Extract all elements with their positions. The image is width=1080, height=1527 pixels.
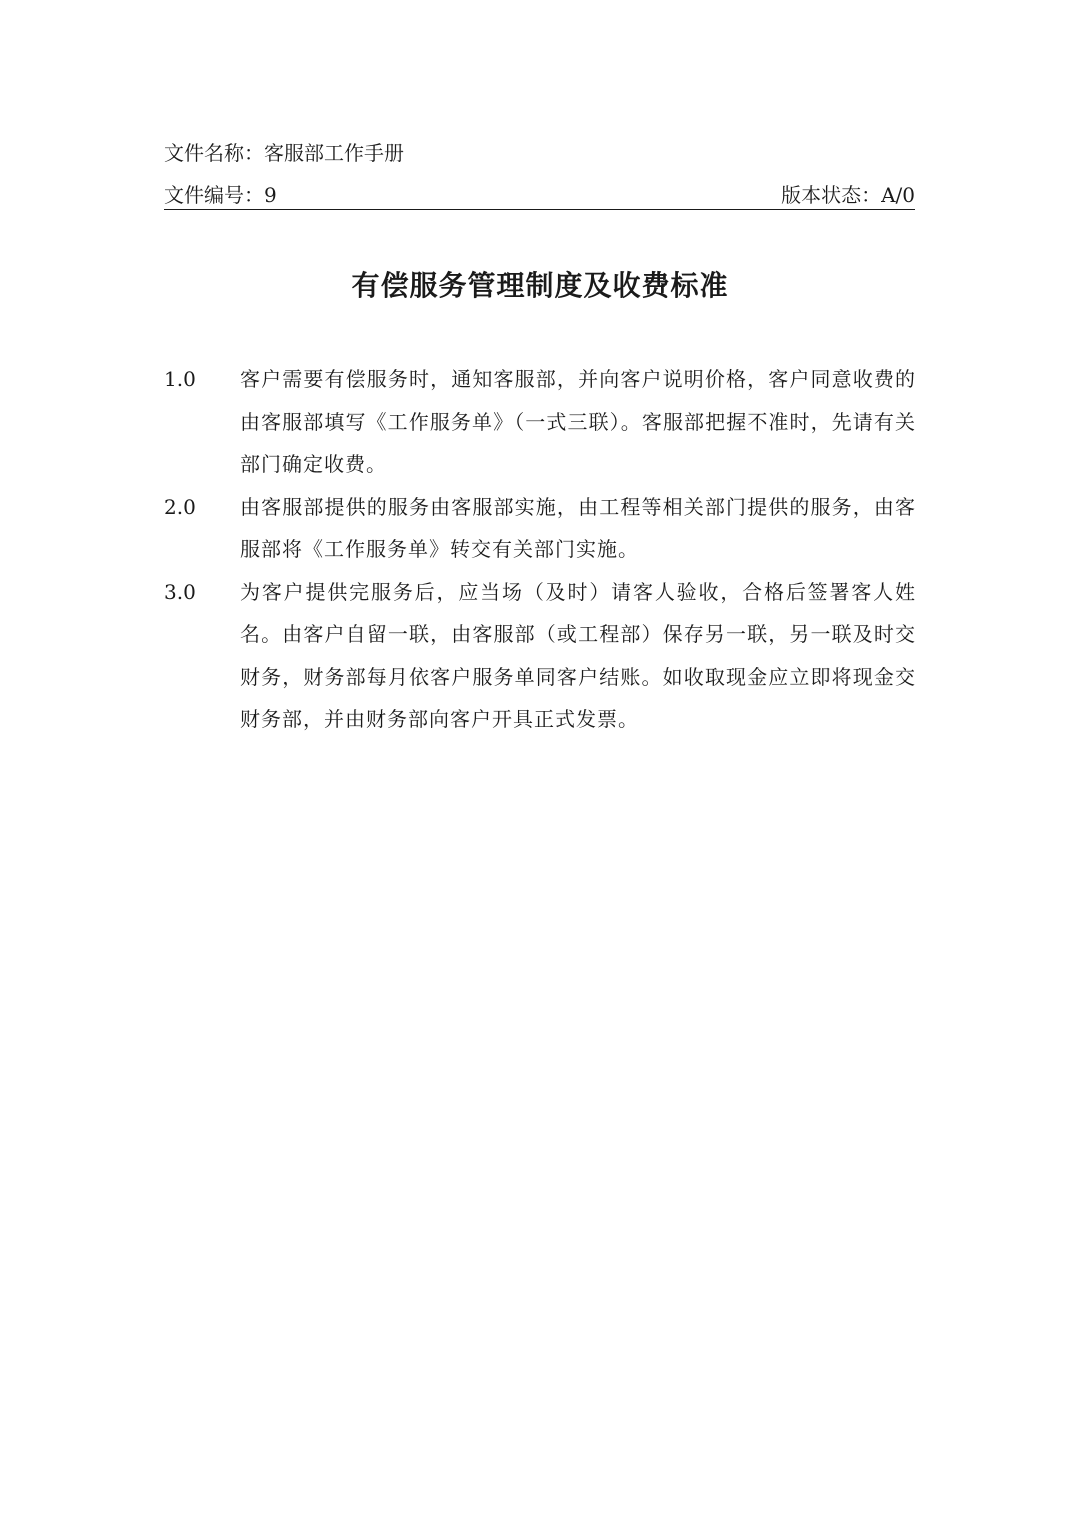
clause-list — [164, 358, 916, 741]
file-name: 文件名称：客服部工作手册 — [164, 141, 404, 165]
clause-text: 为客户提供完服务后，应当场（及时）请客人验收，合格后签署客人姓名。由客户自留一联，由客服部（或工程部）保存另一联，另一联及时交财务，财务部每月依客户服务单同客户结账。如收取现金应立即将现金交财务部，并由财务部向客户开具正式发票。 — [240, 579, 916, 731]
clause-text: 由客服部提供的服务由客服部实施，由工程等相关部门提供的服务，由客服部将《工作服务单》转交有关部门实施。 — [240, 494, 916, 561]
clause-number: 1.0 — [164, 367, 196, 391]
header-info-row — [164, 181, 915, 210]
clause-item — [164, 358, 916, 486]
version-status: 版本状态：A/0 — [781, 183, 915, 207]
document-header — [164, 138, 915, 210]
file-number: 文件编号：9 — [164, 183, 277, 207]
clause-text: 客户需要有偿服务时，通知客服部，并向客户说明价格，客户同意收费的由客服部填写《工作服务单》（一式三联）。客服部把握不准时，先请有关部门确定收费。 — [240, 367, 916, 476]
clause-item — [164, 571, 916, 741]
clause-item — [164, 486, 916, 571]
clause-number: 2.0 — [164, 494, 196, 519]
document-title: 有偿服务管理制度及收费标准 — [351, 269, 729, 302]
clause-number: 3.0 — [164, 579, 196, 604]
